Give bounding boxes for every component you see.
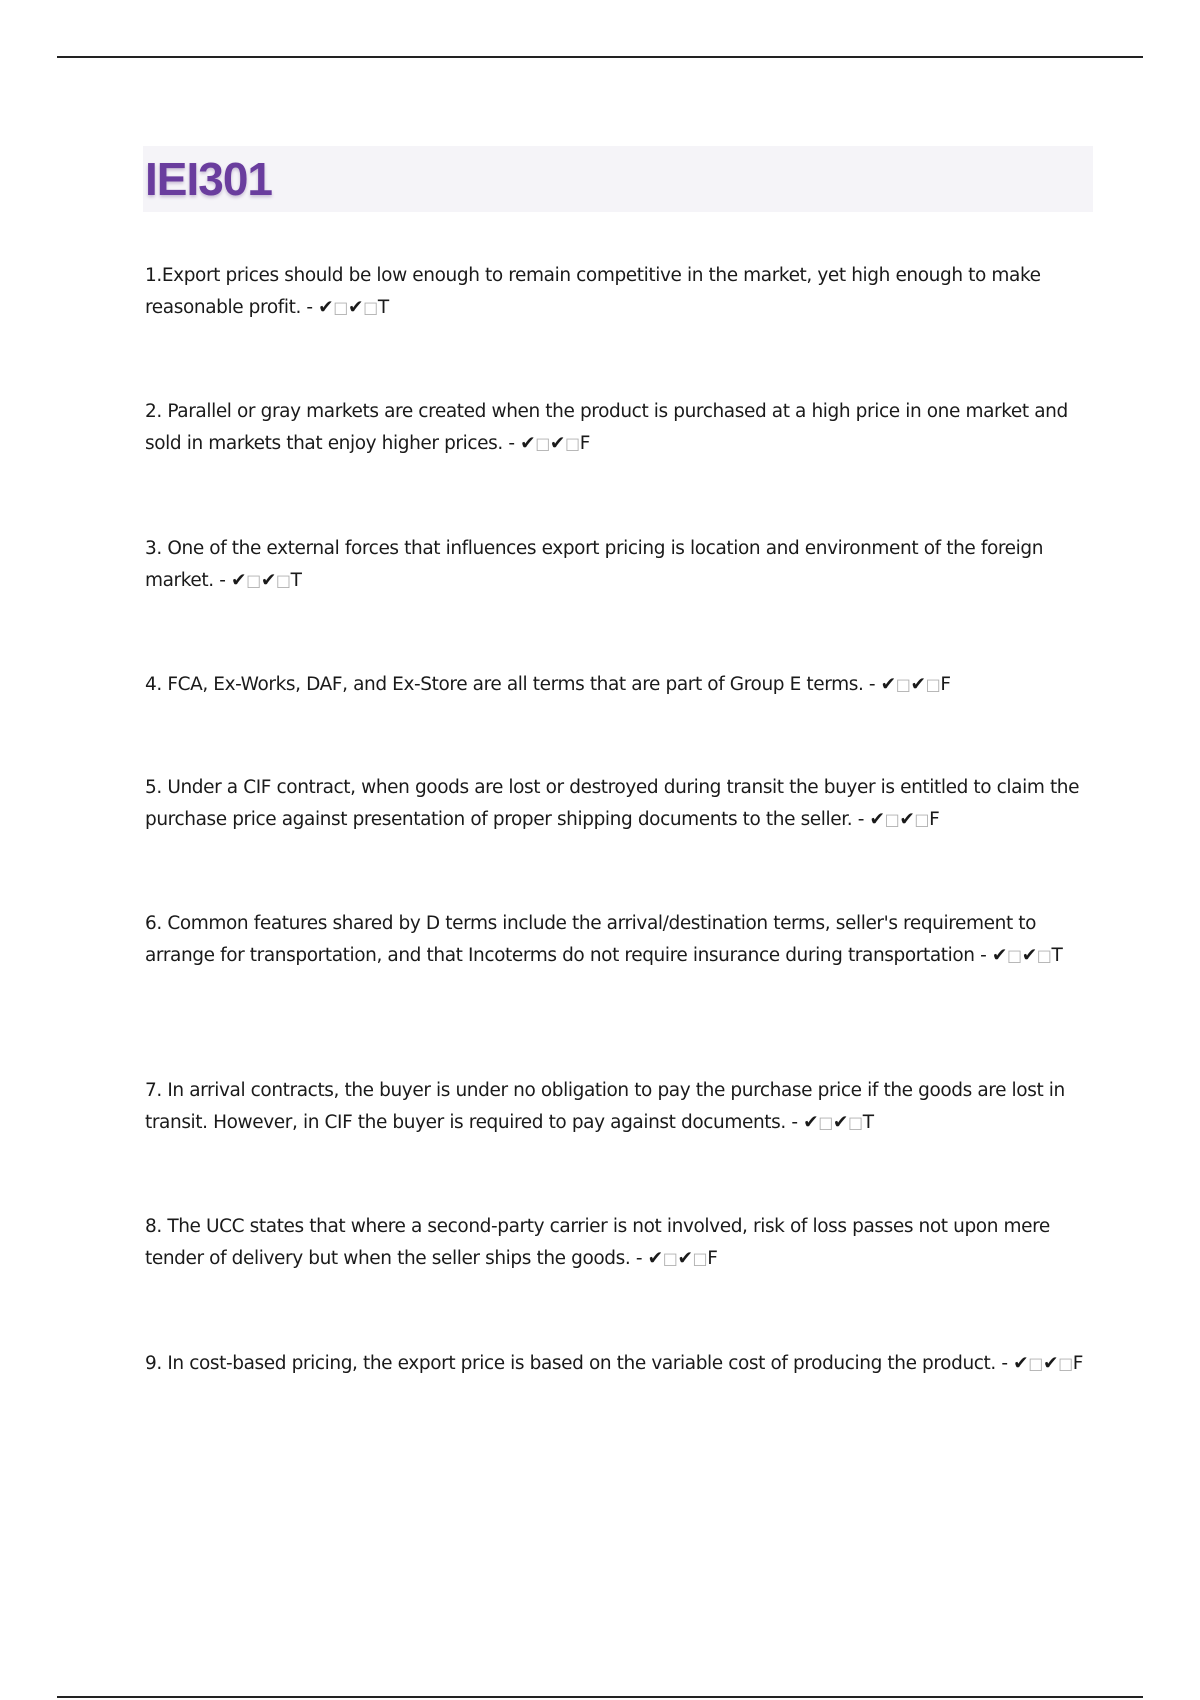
title-banner — [143, 146, 1093, 212]
answer-value: F — [707, 1248, 718, 1269]
check-marker: ✔□✔□ — [803, 1112, 863, 1133]
answer-value: T — [1051, 945, 1063, 966]
question-4 — [145, 669, 1085, 701]
check-marker: ✔□✔□ — [647, 1248, 708, 1269]
question-text: 7. In arrival contracts, the buyer is under no obligation to pay the purchase price if the goods are lost in transit. However, in CIF the buyer is required to pay against documents. - — [145, 1080, 1065, 1133]
answer-value: F — [929, 809, 940, 830]
question-text: 9. In cost-based pricing, the export price is based on the variable cost of producing the product. - — [145, 1353, 1014, 1374]
check-marker: ✔□✔□ — [869, 809, 930, 830]
question-9 — [145, 1348, 1085, 1380]
check-marker: ✔□✔□ — [1013, 1353, 1073, 1374]
question-1 — [145, 260, 1085, 324]
question-text: 3. One of the external forces that influences export pricing is location and environment of the foreign market. - — [145, 538, 1044, 591]
check-marker: ✔□✔□ — [880, 674, 941, 695]
document-title: IEI301 — [145, 153, 272, 205]
question-7 — [145, 1075, 1085, 1139]
check-marker: ✔□✔□ — [230, 570, 291, 591]
question-text: 4. FCA, Ex-Works, DAF, and Ex-Store are all terms that are part of Group E terms. - — [145, 674, 881, 695]
question-3 — [145, 533, 1085, 597]
question-8 — [145, 1211, 1085, 1275]
question-text: 5. Under a CIF contract, when goods are lost or destroyed during transit the buyer is entitled to claim the purchase price against presentation of proper shipping documents to the seller. - — [145, 777, 1080, 830]
question-text: 1.Export prices should be low enough to remain competitive in the market, yet high enough to make reasonable profit. - — [145, 265, 1041, 318]
check-marker: ✔□✔□ — [318, 297, 378, 318]
bottom-rule — [57, 1696, 1143, 1698]
answer-value: F — [940, 674, 951, 695]
check-marker: ✔□✔□ — [991, 945, 1052, 966]
answer-value: T — [377, 297, 389, 318]
question-6 — [145, 908, 1085, 972]
question-text: 8. The UCC states that where a second-party carrier is not involved, risk of loss passes not upon mere tender of delivery but when the seller ships the goods. - — [145, 1216, 1050, 1269]
top-rule — [57, 56, 1143, 58]
answer-value: F — [1072, 1353, 1084, 1374]
question-2 — [145, 396, 1085, 460]
answer-value: T — [862, 1112, 874, 1133]
question-text: 2. Parallel or gray markets are created when the product is purchased at a high price in one market and sold in markets that enjoy higher prices. - — [145, 401, 1068, 454]
answer-value: F — [579, 433, 590, 454]
question-text: 6. Common features shared by D terms include the arrival/destination terms, seller's requirement to arrange for transportation, and that Incoterms do not require insurance during transportation - — [145, 913, 1037, 966]
answer-value: T — [290, 570, 302, 591]
question-5 — [145, 772, 1085, 836]
check-marker: ✔□✔□ — [520, 433, 580, 454]
